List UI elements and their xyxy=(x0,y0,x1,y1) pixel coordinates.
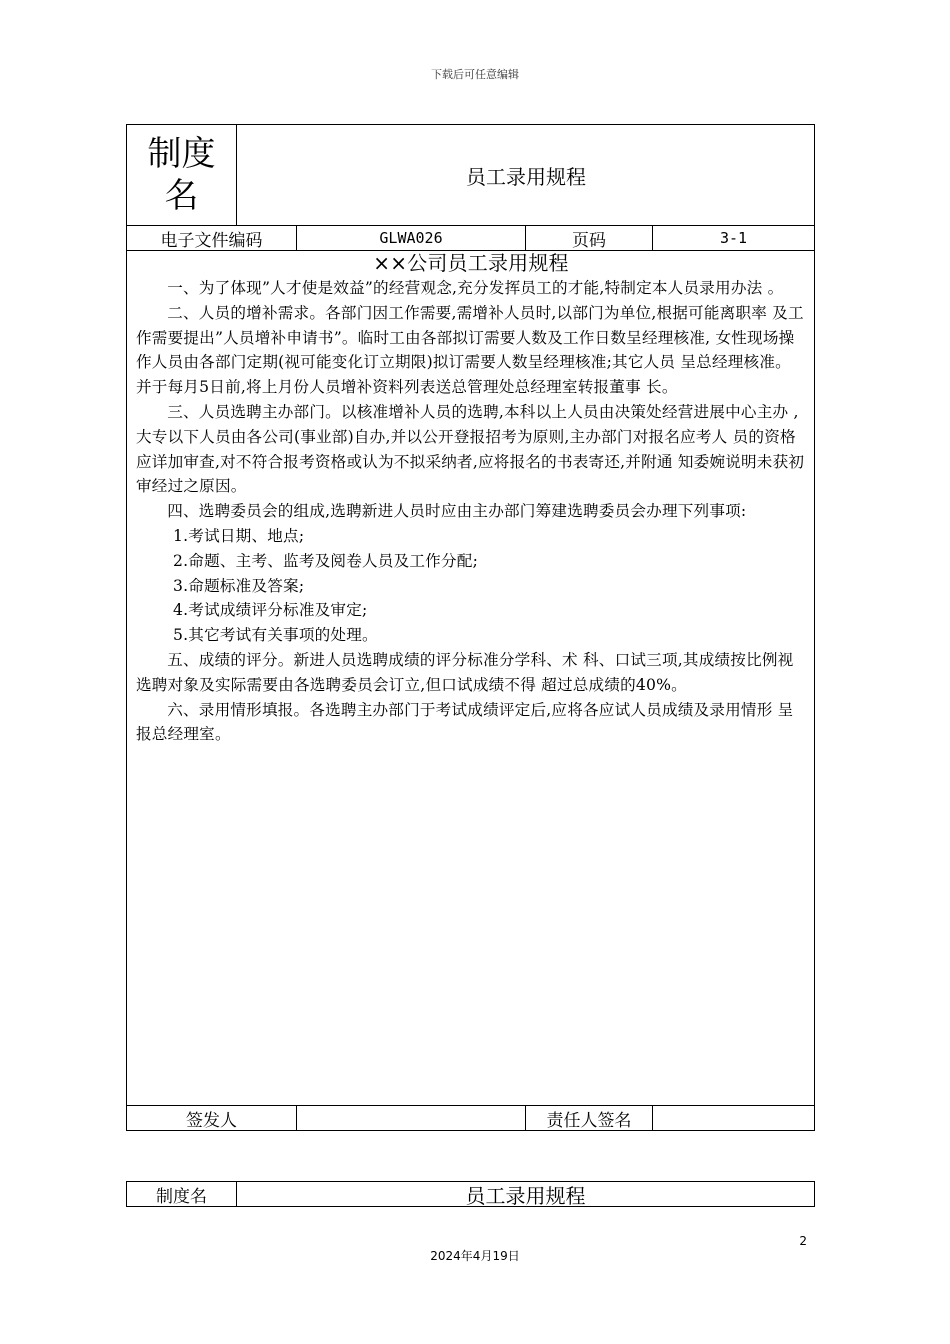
header-note: 下载后可任意编辑 xyxy=(431,68,519,81)
responsible-signature-label: 责任人签名 xyxy=(546,1111,632,1131)
list-item: 4.考试成绩评分标准及审定; xyxy=(173,601,368,620)
page-number: 2 xyxy=(799,1234,807,1248)
document-body xyxy=(136,250,806,747)
issuer-value xyxy=(297,1106,525,1131)
paragraph: 三、人员选聘主办部门。以核准增补人员的选聘,本科以上人员由决策处经营进展中心主办 ,大专以下人员由各公司(事业部)自办,并以公开登报招考为原则,主办部门对报名应考人 员的资格应详加审查,对不符合报考资格或认为不拟采纳者,应将报名的书表寄还,并附通 知委婉说明未获初审经过之原因。 xyxy=(136,402,805,496)
file-code-value: GLWA026 xyxy=(379,229,443,247)
next-policy-name-value: 员工录用规程 xyxy=(465,1183,586,1208)
list-item: 1.考试日期、地点; xyxy=(173,526,305,545)
footer-date: 2024年4月19日 xyxy=(430,1249,520,1263)
page-code-label: 页码 xyxy=(572,230,606,251)
policy-name-value: 员工录用规程 xyxy=(466,164,586,189)
next-page-header-table xyxy=(126,1181,815,1207)
list-item: 3.命题标准及答案; xyxy=(173,576,305,595)
paragraph: 六、录用情形填报。各选聘主办部门于考试成绩评定后,应将各应试人员成绩及录用情形 呈报总经理室。 xyxy=(136,700,794,744)
list-item: 5.其它考试有关事项的处理。 xyxy=(173,626,378,645)
policy-name-label xyxy=(127,125,236,225)
issuer-label: 签发人 xyxy=(186,1111,237,1131)
document-title: ××公司员工录用规程 xyxy=(373,251,569,275)
list-item: 2.命题、主考、监考及阅卷人员及工作分配; xyxy=(173,551,479,570)
paragraph: 二、人员的增补需求。各部门因工作需要,需增补人员时,以部门为单位,根据可能离职率 及工作需要提出”人员增补申请书”。临时工由各部拟订需要人数及工作日数呈经理核准, 女性现场操作人员由各部门定期(视可能变化订立期限)拟订需要人数呈经理核准;其它人员 呈总经理核准。并于每月5日前,将上月份人员增补资料列表送总管理处总经理室转报董事 长。 xyxy=(136,303,804,397)
paragraph: 四、选聘委员会的组成,选聘新进人员时应由主办部门筹建选聘委员会办理下列事项: xyxy=(167,502,747,521)
next-policy-name-label: 制度名 xyxy=(156,1186,207,1207)
paragraph: 五、成绩的评分。新进人员选聘成绩的评分标准分学科、术 科、口试三项,其成绩按比例视选聘对象及实际需要由各选聘委员会订立,但口试成绩不得 超过总成绩的40%。 xyxy=(136,650,794,694)
paragraph: 一、为了体现”人才使是效益”的经营观念,充分发挥员工的才能,特制定本人员录用办法 。 xyxy=(167,279,784,297)
responsible-signature-value xyxy=(653,1106,814,1131)
page-code-value: 3-1 xyxy=(719,229,748,247)
file-code-label: 电子文件编码 xyxy=(160,230,263,251)
policy-name-label-line2: 名 xyxy=(164,176,199,216)
policy-name-label-line1: 制度 xyxy=(147,134,216,174)
